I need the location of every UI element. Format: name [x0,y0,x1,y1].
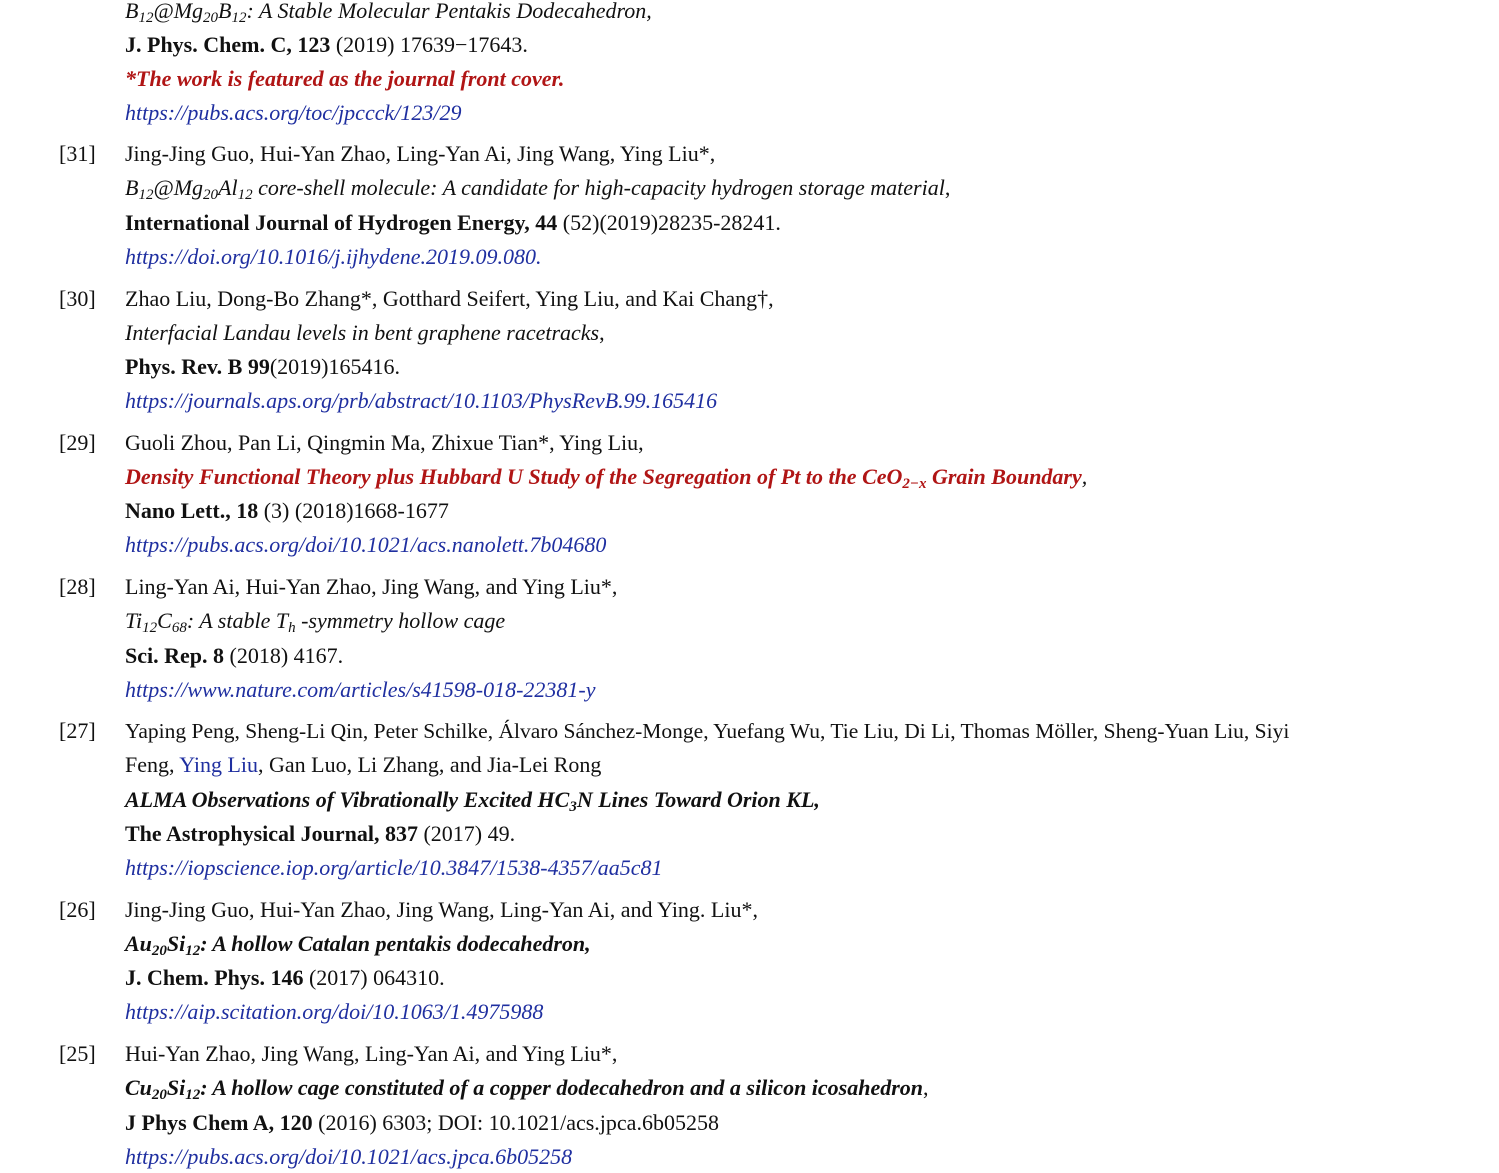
entry-29-authors: Guoli Zhou, Pan Li, Qingmin Ma, Zhixue Tian*, Ying Liu, [125,430,644,455]
entry-30-journal: Phys. Rev. B 99(2019)165416. [125,354,401,379]
entry-26-journal: J. Chem. Phys. 146 (2017) 064310. [125,965,445,990]
entry-31-number: [31] [59,141,96,166]
entry-25-authors: Hui-Yan Zhao, Jing Wang, Ling-Yan Ai, and Ying Liu*, [125,1041,618,1066]
entry-29-link[interactable]: https://pubs.acs.org/doi/10.1021/acs.nanolett.7b04680 [125,532,607,557]
entry-28-journal: Sci. Rep. 8 (2018) 4167. [125,643,344,668]
entry-31-authors: Jing-Jing Guo, Hui-Yan Zhao, Ling-Yan Ai, Jing Wang, Ying Liu*, [125,141,716,166]
entry-28-title: $Ti_{12}C_{68}$: A stable $T_h$ -symmetry hollow cage [125,608,506,636]
author-link-ying-liu[interactable]: Ying Liu [179,752,259,777]
entry-32-note: *The work is featured as the journal front cover. [125,66,565,91]
entry-28-link[interactable]: https://www.nature.com/articles/s41598-018-22381-y [125,677,596,702]
entry-32-title: $B_{12}@Mg_{20}B_{12}$: A Stable Molecular Pentakis Dodecahedron, [125,0,652,26]
entry-26-number: [26] [59,897,96,922]
entry-29-title: Density Functional Theory plus Hubbard U Study of the Segregation of Pt to the CeO$_{2-x}$ Grain Boundary, [125,464,1088,492]
entry-27-authors-line1: Yaping Peng, Sheng-Li Qin, Peter Schilke, Álvaro Sánchez-Monge, Yuefang Wu, Tie Liu, Di Li, Thomas Möller, Sheng-Yuan Liu, Siyi [125,719,1290,743]
entry-32-journal: J. Phys. Chem. C, 123 (2019) 17639−17643. [125,32,528,57]
entry-27-authors-line2: Feng, Ying Liu, Gan Luo, Li Zhang, and Jia-Lei Rong [125,752,602,777]
entry-29-number: [29] [59,430,96,455]
entry-31-title: $B_{12}@Mg_{20}Al_{12}$ core-shell molecule: A candidate for high-capacity hydrogen storage material, [125,175,951,203]
entry-32-link[interactable]: https://pubs.acs.org/toc/jpccck/123/29 [125,100,462,125]
entry-30-authors: Zhao Liu, Dong-Bo Zhang*, Gotthard Seifert, Ying Liu, and Kai Chang†, [125,286,774,311]
entry-25-title: $Cu_{20}Si_{12}$: A hollow cage constituted of a copper dodecahedron and a silicon icosahedron, [125,1075,929,1103]
entry-28-number: [28] [59,574,96,599]
entry-27-number: [27] [59,718,96,743]
entry-30-title: Interfacial Landau levels in bent graphene racetracks, [125,320,605,345]
entry-28-authors: Ling-Yan Ai, Hui-Yan Zhao, Jing Wang, and Ying Liu*, [125,574,618,599]
entry-31-journal: International Journal of Hydrogen Energy, 44 (52)(2019)28235-28241. [125,210,781,235]
entry-31-link[interactable]: https://doi.org/10.1016/j.ijhydene.2019.09.080. [125,244,542,269]
entry-25-number: [25] [59,1041,96,1066]
entry-25-link[interactable]: https://pubs.acs.org/doi/10.1021/acs.jpca.6b05258 [125,1144,573,1169]
entry-29-journal: Nano Lett., 18 (3) (2018)1668-1677 [125,498,449,523]
entry-26-authors: Jing-Jing Guo, Hui-Yan Zhao, Jing Wang, Ling-Yan Ai, and Ying. Liu*, [125,897,758,922]
entry-26-title: $Au_{20}Si_{12}$: A hollow Catalan pentakis dodecahedron, [125,931,591,959]
entry-27-link[interactable]: https://iopscience.iop.org/article/10.3847/1538-4357/aa5c81 [125,855,663,880]
entry-27-title: ALMA Observations of Vibrationally Excited $HC_3N$ Lines Toward Orion KL, [125,787,820,815]
entry-26-link[interactable]: https://aip.scitation.org/doi/10.1063/1.4975988 [125,999,544,1024]
entry-27-journal: The Astrophysical Journal, 837 (2017) 49. [125,821,516,846]
entry-30-link[interactable]: https://journals.aps.org/prb/abstract/10.1103/PhysRevB.99.165416 [125,388,718,413]
entry-25-journal: J Phys Chem A, 120 (2016) 6303; DOI: 10.1021/acs.jpca.6b05258 [125,1110,719,1135]
entry-30-number: [30] [59,286,96,311]
